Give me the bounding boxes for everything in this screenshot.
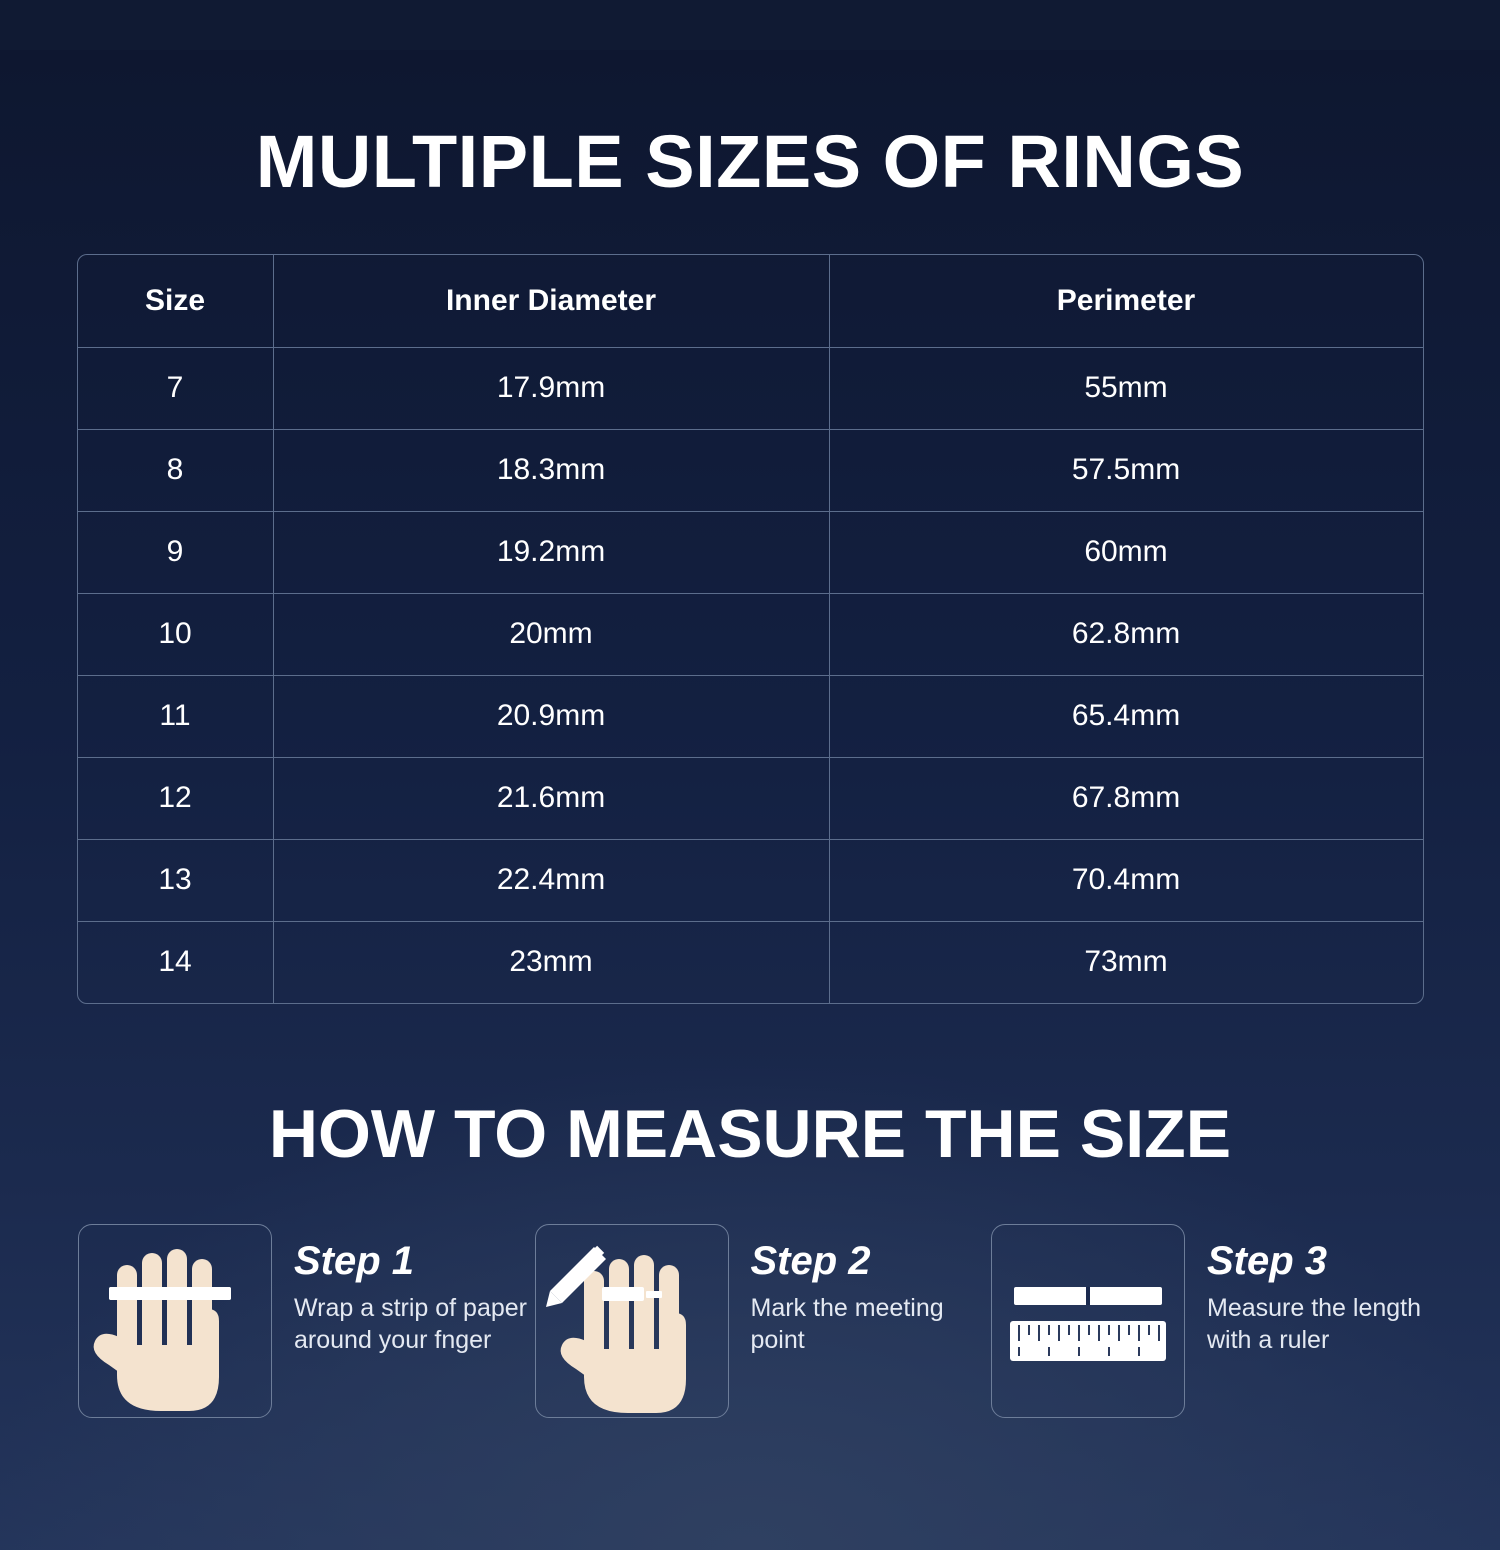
- step-1: [78, 1224, 529, 1418]
- step-1-text: [294, 1224, 529, 1356]
- cell-size: 14: [78, 921, 274, 1003]
- cell-perimeter: 73mm: [1084, 945, 1168, 979]
- cell-size: 12: [78, 757, 274, 839]
- step-2-label: Step 2: [750, 1239, 871, 1284]
- infographic-page: [0, 50, 1500, 1550]
- step-2-text: [751, 1224, 986, 1356]
- cell-size: 8: [78, 429, 274, 511]
- hand-with-paper-strip-icon: [78, 1224, 272, 1418]
- cell-perimeter: 62.8mm: [829, 593, 1423, 675]
- cell-inner-diameter: 17.9mm: [273, 347, 829, 429]
- cell-perimeter: 70.4mm: [829, 839, 1423, 921]
- table-row: [78, 839, 1423, 921]
- column-header-inner-diameter: Inner Diameter: [273, 255, 829, 348]
- column-header-size: Size: [78, 255, 274, 348]
- cell-inner-diameter: 21.6mm: [273, 757, 829, 839]
- table-row: [78, 429, 1423, 511]
- cell-perimeter: 60mm: [829, 511, 1423, 593]
- cell-inner-diameter: 20.9mm: [273, 675, 829, 757]
- page-title: MULTIPLE SIZES OF RINGS: [255, 119, 1245, 203]
- table-header-row: [78, 255, 1423, 348]
- table-row: [78, 757, 1423, 839]
- step-3-description: Measure the length with a ruler: [1207, 1294, 1422, 1355]
- table-row: [78, 347, 1423, 429]
- cell-perimeter: 57.5mm: [829, 429, 1423, 511]
- ring-size-table: [77, 254, 1424, 1004]
- step-3-text: [1207, 1224, 1422, 1356]
- ruler-icon: [991, 1224, 1185, 1418]
- howto-title: HOW TO MEASURE THE SIZE: [268, 1095, 1232, 1172]
- cell-size: 11: [78, 675, 274, 757]
- step-3-label: Step 3: [1207, 1239, 1328, 1284]
- table-row: [78, 593, 1423, 675]
- step-2: [535, 1224, 986, 1418]
- table-row: [78, 675, 1423, 757]
- cell-inner-diameter: 23mm: [273, 921, 829, 1003]
- cell-inner-diameter: 20mm: [273, 593, 829, 675]
- cell-perimeter: 55mm: [829, 347, 1423, 429]
- cell-inner-diameter: 18.3mm: [273, 429, 829, 511]
- cell-size: 10: [78, 593, 274, 675]
- step-3: [991, 1224, 1422, 1418]
- cell-size: 9: [78, 511, 274, 593]
- cell-size: 13: [78, 839, 274, 921]
- cell-perimeter: 65.4mm: [829, 675, 1423, 757]
- cell-inner-diameter: 19.2mm: [273, 511, 829, 593]
- hand-with-pencil-icon: [535, 1224, 729, 1418]
- cell-inner-diameter: 22.4mm: [273, 839, 829, 921]
- step-1-description: Wrap a strip of paper around your fnger: [294, 1294, 527, 1355]
- table-row: [78, 511, 1423, 593]
- step-1-label: Step 1: [294, 1239, 415, 1284]
- step-2-description: Mark the meeting point: [750, 1294, 944, 1355]
- table-row: [78, 921, 1423, 1003]
- cell-size: 7: [78, 347, 274, 429]
- steps-container: [78, 1224, 1422, 1418]
- cell-perimeter: 67.8mm: [829, 757, 1423, 839]
- column-header-perimeter: Perimeter: [829, 255, 1423, 348]
